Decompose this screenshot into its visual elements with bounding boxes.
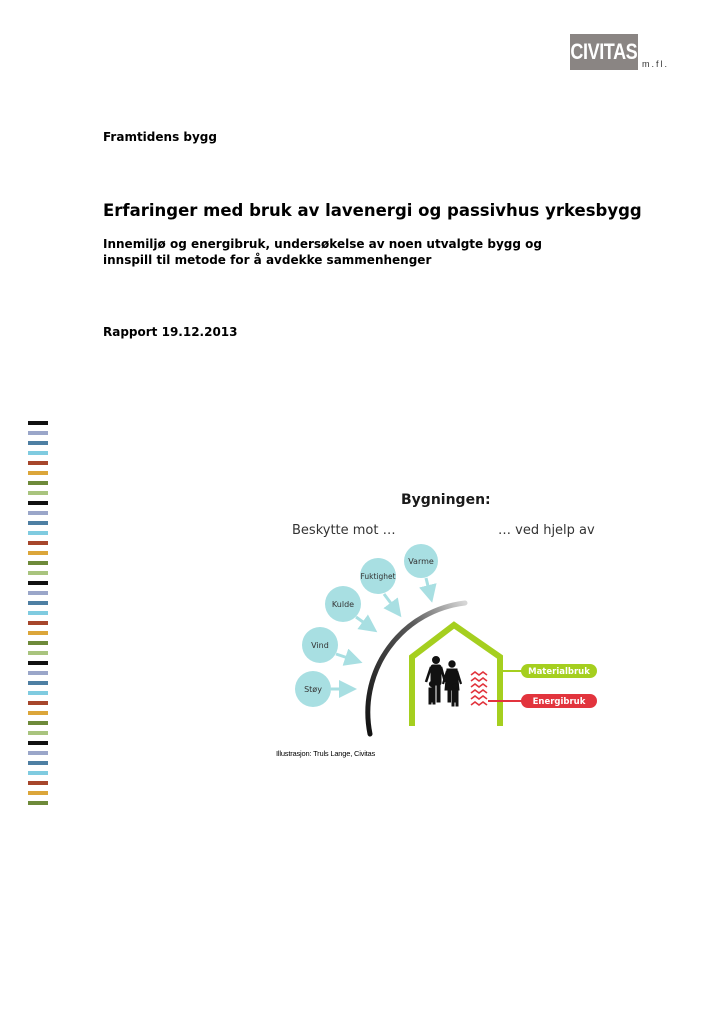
by-means-of-label: … ved hjelp av <box>498 523 595 538</box>
color-stripe <box>28 541 48 545</box>
color-stripe <box>28 691 48 695</box>
color-stripe <box>28 671 48 675</box>
color-stripe <box>28 531 48 535</box>
color-stripe <box>28 491 48 495</box>
color-stripe <box>28 761 48 765</box>
civitas-logo <box>570 34 638 70</box>
color-stripe <box>28 721 48 725</box>
building-illustration <box>270 482 615 747</box>
illustration-heading: Bygningen: <box>401 492 491 508</box>
report-date: Rapport 19.12.2013 <box>103 325 238 339</box>
svg-text:Fuktighet: Fuktighet <box>360 572 396 581</box>
color-stripe <box>28 661 48 665</box>
color-stripe <box>28 631 48 635</box>
color-stripe <box>28 561 48 565</box>
color-stripe <box>28 611 48 615</box>
bubble-fuktighet <box>360 558 396 594</box>
color-stripe <box>28 621 48 625</box>
color-stripe <box>28 521 48 525</box>
color-stripe <box>28 431 48 435</box>
subtitle-line-2: innspill til metode for å avdekke sammenhenger <box>103 253 432 267</box>
energibruk-label: Energibruk <box>532 697 586 707</box>
color-stripe <box>28 801 48 805</box>
color-stripe <box>28 501 48 505</box>
color-stripe <box>28 471 48 475</box>
logo-suffix: m.fl. <box>642 59 669 69</box>
color-stripe <box>28 751 48 755</box>
color-stripe <box>28 481 48 485</box>
color-stripe <box>28 641 48 645</box>
bubble-stoy <box>295 671 331 707</box>
protect-against-label: Beskytte mot … <box>292 523 396 538</box>
report-title: Erfaringer med bruk av lavenergi og passivhus yrkesbygg <box>103 201 642 220</box>
svg-text:Vind: Vind <box>311 641 329 650</box>
color-stripe <box>28 451 48 455</box>
color-stripe <box>28 511 48 515</box>
svg-text:Varme: Varme <box>408 557 434 566</box>
materialbruk-label: Materialbruk <box>528 667 590 677</box>
arrow-kulde <box>356 617 370 627</box>
illustration-credit: Illustrasjon: Truls Lange, Civitas <box>276 749 376 758</box>
color-stripe <box>28 591 48 595</box>
color-stripe <box>28 581 48 585</box>
color-stripe <box>28 571 48 575</box>
color-stripe <box>28 651 48 655</box>
svg-text:Støy: Støy <box>304 685 322 694</box>
color-stripe <box>28 551 48 555</box>
color-stripe <box>28 741 48 745</box>
arrow-vind <box>336 654 354 660</box>
report-subtitle <box>103 236 542 268</box>
color-stripe <box>28 701 48 705</box>
family-icon <box>426 657 461 707</box>
logo-text: CIVITAS <box>570 39 638 64</box>
arrow-varme <box>426 578 430 594</box>
series-title: Framtidens bygg <box>103 130 217 144</box>
color-stripe <box>28 791 48 795</box>
svg-text:Kulde: Kulde <box>331 600 355 609</box>
bubble-varme <box>404 544 438 578</box>
color-stripe <box>28 781 48 785</box>
radiator-icon <box>471 672 487 705</box>
color-stripe <box>28 421 48 425</box>
bubble-kulde <box>325 586 361 622</box>
color-stripe <box>28 711 48 715</box>
bubble-vind <box>302 627 338 663</box>
color-stripe <box>28 461 48 465</box>
subtitle-line-1: Innemiljø og energibruk, undersøkelse av noen utvalgte bygg og <box>103 237 542 251</box>
color-stripe <box>28 601 48 605</box>
color-stripe <box>28 731 48 735</box>
color-stripe <box>28 681 48 685</box>
arrow-fuktighet <box>384 594 396 610</box>
color-stripe <box>28 441 48 445</box>
color-stripe-column <box>28 421 48 811</box>
color-stripe <box>28 771 48 775</box>
